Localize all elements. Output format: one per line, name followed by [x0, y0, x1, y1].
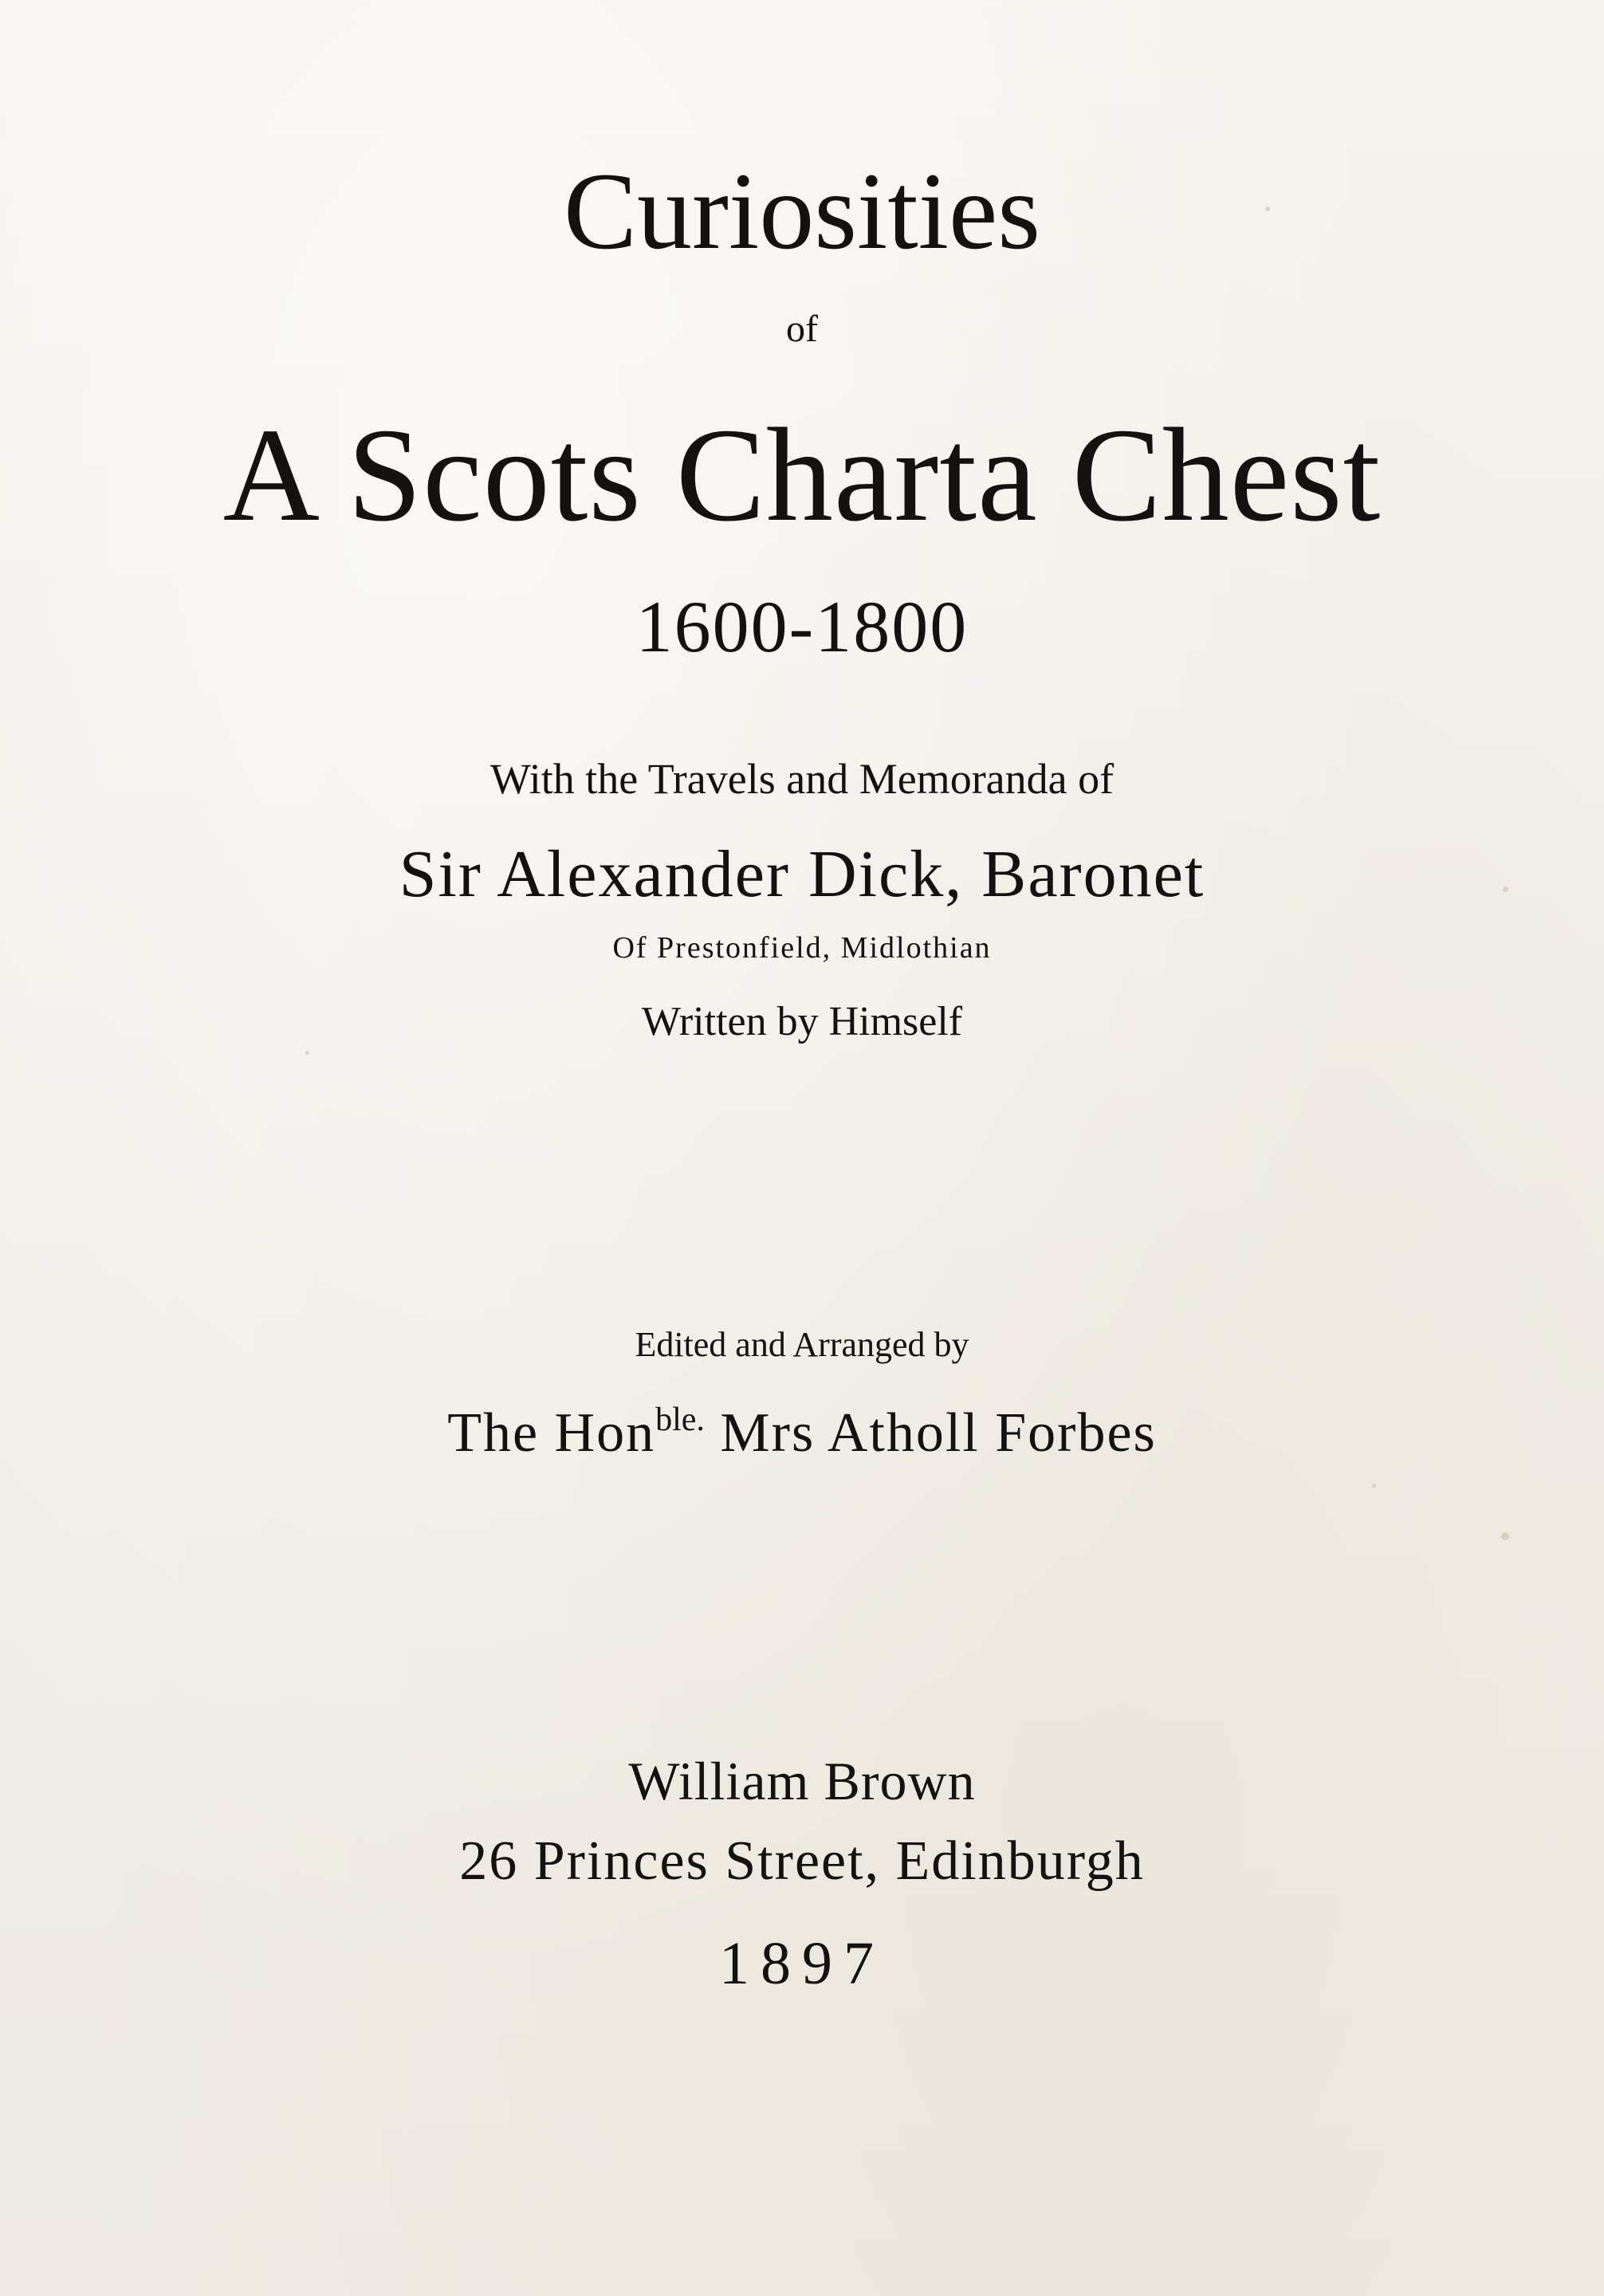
author-note: Written by Himself: [641, 999, 963, 1044]
author-place: Of Prestonfield, Midlothian: [612, 931, 992, 965]
book-title-line1: Curiosities: [563, 150, 1041, 272]
edited-by-label: Edited and Arranged by: [635, 1325, 969, 1364]
editor-superscript: ble.: [655, 1402, 705, 1438]
book-title-main: A Scots Charta Chest: [222, 401, 1382, 549]
author-name: Sir Alexander Dick, Baronet: [399, 837, 1205, 911]
editor-name: [0, 1402, 1604, 1464]
publisher-name: William Brown: [628, 1751, 976, 1811]
paper-speck: [305, 1051, 309, 1055]
publication-year: 1897: [719, 1930, 885, 1997]
paper-speck: [1372, 1484, 1376, 1488]
book-title-of: of: [786, 308, 818, 350]
editor-prefix: The Hon: [447, 1402, 656, 1464]
publisher-address: 26 Princes Street, Edinburgh: [459, 1830, 1145, 1892]
date-range: 1600-1800: [635, 586, 969, 667]
subtitle-with-line: With the Travels and Memoranda of: [489, 755, 1115, 803]
editor-surname: Mrs Atholl Forbes: [720, 1402, 1157, 1464]
paper-speck: [1501, 1532, 1509, 1540]
